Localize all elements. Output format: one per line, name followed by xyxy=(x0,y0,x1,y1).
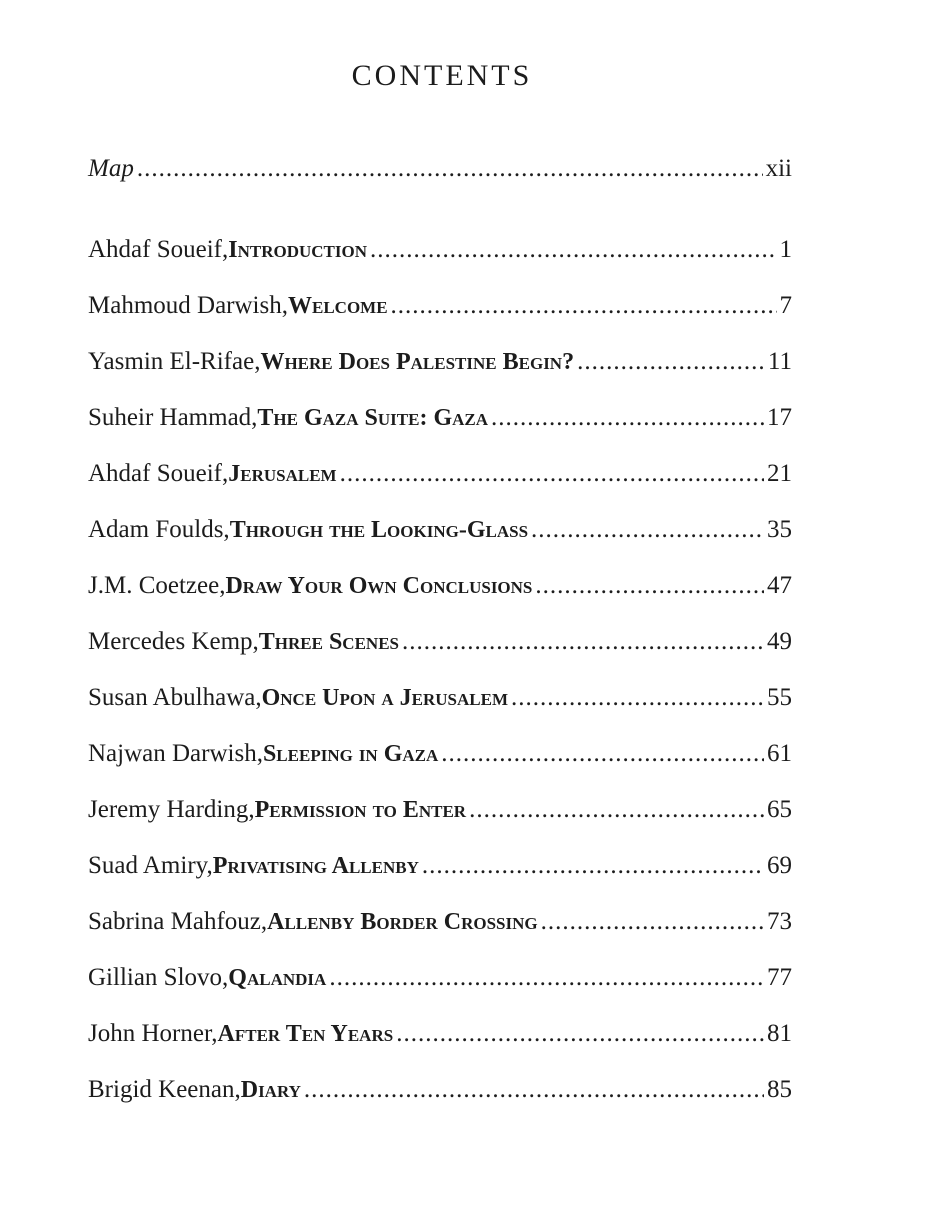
entry-author: Mercedes Kemp, xyxy=(88,628,259,655)
toc-entry xyxy=(88,735,792,773)
entry-title: Jerusalem xyxy=(228,461,337,487)
entry-title: Once Upon a Jerusalem xyxy=(261,685,509,711)
dot-leader xyxy=(137,150,763,188)
page-number: 61 xyxy=(767,740,792,767)
entry-author: Najwan Darwish, xyxy=(88,740,263,767)
toc-entry xyxy=(88,623,792,661)
dot-leader xyxy=(304,1071,764,1109)
entry-author: Mahmoud Darwish, xyxy=(88,292,288,319)
entry-author: Susan Abulhawa, xyxy=(88,684,262,711)
entry-author: Adam Foulds, xyxy=(88,516,230,543)
toc-entry xyxy=(88,343,792,381)
dot-leader xyxy=(422,847,764,885)
entry-title: Permission to Enter xyxy=(254,797,467,823)
page-number: 73 xyxy=(767,908,792,935)
entry-title: Privatising Allenby xyxy=(212,853,419,879)
toc-entry xyxy=(88,511,792,549)
entry-author: Sabrina Mahfouz, xyxy=(88,908,268,935)
entry-title: Allenby Border Crossing xyxy=(267,909,538,935)
page-number: 47 xyxy=(767,572,792,599)
page-number: 17 xyxy=(767,404,792,431)
entry-author: J.M. Coetzee, xyxy=(88,572,226,599)
entry-title: Introduction xyxy=(228,237,367,263)
toc-entry xyxy=(88,1071,792,1109)
dot-leader xyxy=(511,679,764,717)
dot-leader xyxy=(340,455,764,493)
page-number: 65 xyxy=(767,796,792,823)
entry-title: Diary xyxy=(240,1077,301,1103)
entry-author: Jeremy Harding, xyxy=(88,796,255,823)
page-title: CONTENTS xyxy=(351,59,533,92)
dot-leader xyxy=(329,959,764,997)
page-number: 21 xyxy=(767,460,792,487)
entry-title: Welcome xyxy=(287,293,388,319)
dot-leader xyxy=(491,399,764,437)
entry-title: Through the Looking-Glass xyxy=(229,517,529,543)
dot-leader xyxy=(396,1015,764,1053)
entry-title: After Ten Years xyxy=(217,1021,394,1047)
toc-entry xyxy=(88,231,792,269)
dot-leader xyxy=(531,511,764,549)
entry-title: Three Scenes xyxy=(258,629,399,655)
toc-entry xyxy=(88,399,792,437)
entry-author: John Horner, xyxy=(88,1020,218,1047)
toc-entry xyxy=(88,959,792,997)
toc-entry xyxy=(88,1015,792,1053)
dot-leader xyxy=(541,903,764,941)
toc-entry xyxy=(88,567,792,605)
entry-title: Where Does Palestine Begin? xyxy=(260,349,575,375)
dot-leader xyxy=(402,623,764,661)
table-of-contents xyxy=(88,231,792,1127)
dot-leader xyxy=(469,791,764,829)
toc-entry xyxy=(88,903,792,941)
entry-title: Sleeping in Gaza xyxy=(262,741,439,767)
entry-title: Qalandia xyxy=(228,965,327,991)
dot-leader xyxy=(391,287,777,325)
toc-row-map xyxy=(88,150,792,188)
entry-author: Yasmin El-Rifae, xyxy=(88,348,261,375)
toc-entry xyxy=(88,455,792,493)
entry-author: Suheir Hammad, xyxy=(88,404,258,431)
toc-entry xyxy=(88,847,792,885)
dot-leader xyxy=(577,343,765,381)
page-number: 7 xyxy=(779,292,792,319)
page-number: 55 xyxy=(767,684,792,711)
page-number: xii xyxy=(765,155,792,182)
dot-leader xyxy=(370,231,777,269)
entry-author: Brigid Keenan, xyxy=(88,1076,241,1103)
page-number: 1 xyxy=(779,236,792,263)
dot-leader xyxy=(441,735,764,773)
page-number: 11 xyxy=(767,348,792,375)
entry-title: The Gaza Suite: Gaza xyxy=(257,405,489,431)
toc-entry xyxy=(88,791,792,829)
entry-title: Draw Your Own Conclusions xyxy=(225,573,533,599)
page-number: 77 xyxy=(767,964,792,991)
entry-author: Ahdaf Soueif, xyxy=(88,236,229,263)
page-number: 81 xyxy=(767,1020,792,1047)
map-label: Map xyxy=(88,155,134,182)
page-number: 49 xyxy=(767,628,792,655)
entry-author: Suad Amiry, xyxy=(88,852,213,879)
page-number: 69 xyxy=(767,852,792,879)
entry-author: Gillian Slovo, xyxy=(88,964,229,991)
dot-leader xyxy=(535,567,764,605)
entry-author: Ahdaf Soueif, xyxy=(88,460,229,487)
page-number: 35 xyxy=(767,516,792,543)
map-entry xyxy=(88,150,792,206)
toc-entry xyxy=(88,287,792,325)
page-number: 85 xyxy=(767,1076,792,1103)
toc-entry xyxy=(88,679,792,717)
